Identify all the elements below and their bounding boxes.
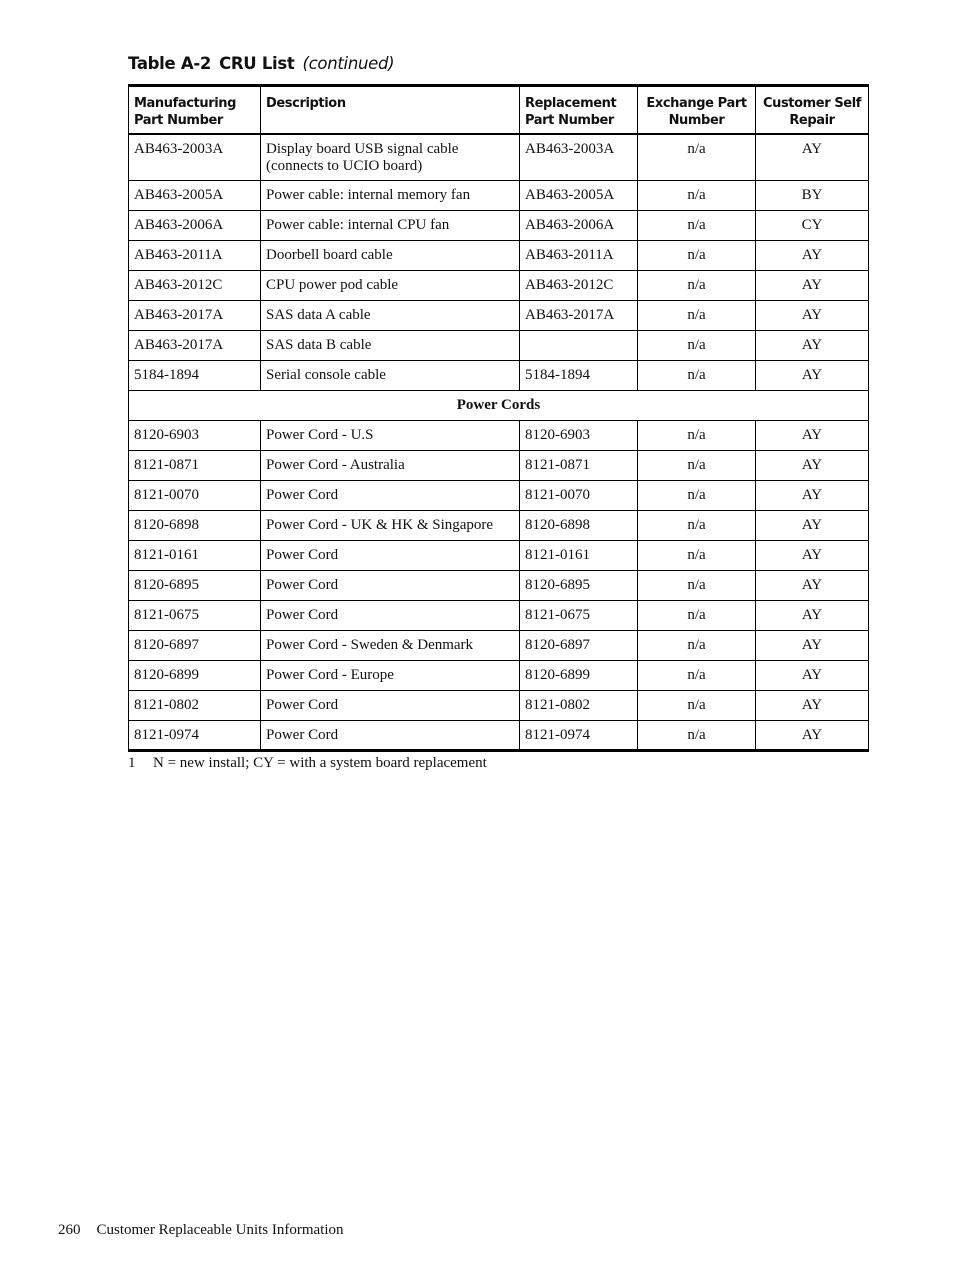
cell-manufacturing-part: AB463-2003A bbox=[129, 134, 261, 181]
table-row bbox=[129, 331, 869, 361]
cell-description: SAS data B cable bbox=[261, 331, 520, 361]
cell-manufacturing-part: 8121-0871 bbox=[129, 451, 261, 481]
cell-exchange-part: n/a bbox=[638, 601, 756, 631]
cell-customer-self-repair: AY bbox=[756, 601, 869, 631]
cell-description: Power Cord bbox=[261, 571, 520, 601]
cell-manufacturing-part: 8121-0675 bbox=[129, 601, 261, 631]
cell-exchange-part: n/a bbox=[638, 241, 756, 271]
cell-exchange-part: n/a bbox=[638, 541, 756, 571]
cell-replacement-part: 8121-0871 bbox=[520, 451, 638, 481]
cell-customer-self-repair: AY bbox=[756, 721, 869, 751]
cell-exchange-part: n/a bbox=[638, 481, 756, 511]
cell-manufacturing-part: 8120-6897 bbox=[129, 631, 261, 661]
cell-customer-self-repair: AY bbox=[756, 571, 869, 601]
table-row bbox=[129, 601, 869, 631]
cell-manufacturing-part: 8121-0161 bbox=[129, 541, 261, 571]
cell-customer-self-repair: AY bbox=[756, 361, 869, 391]
cell-exchange-part: n/a bbox=[638, 361, 756, 391]
table-row bbox=[129, 271, 869, 301]
cell-exchange-part: n/a bbox=[638, 721, 756, 751]
cell-manufacturing-part: AB463-2011A bbox=[129, 241, 261, 271]
cell-manufacturing-part: 8121-0070 bbox=[129, 481, 261, 511]
cell-customer-self-repair: AY bbox=[756, 691, 869, 721]
cell-manufacturing-part: 5184-1894 bbox=[129, 361, 261, 391]
cell-manufacturing-part: 8121-0974 bbox=[129, 721, 261, 751]
cell-description: Power Cord bbox=[261, 601, 520, 631]
section-title: Power Cords bbox=[129, 391, 869, 421]
table-row bbox=[129, 511, 869, 541]
cell-replacement-part: AB463-2006A bbox=[520, 211, 638, 241]
cell-description: Power Cord bbox=[261, 721, 520, 751]
cell-exchange-part: n/a bbox=[638, 451, 756, 481]
cell-description: Power Cord bbox=[261, 481, 520, 511]
header-replacement-part-number: Replacement Part Number bbox=[520, 86, 638, 134]
cell-description: Power Cord bbox=[261, 691, 520, 721]
cell-customer-self-repair: AY bbox=[756, 134, 869, 181]
cell-exchange-part: n/a bbox=[638, 691, 756, 721]
cell-description: Serial console cable bbox=[261, 361, 520, 391]
footer-section-title: Customer Replaceable Units Information bbox=[96, 1222, 344, 1238]
table-caption-label: Table A-2 bbox=[128, 54, 212, 73]
cell-exchange-part: n/a bbox=[638, 301, 756, 331]
footnote-number: 1 bbox=[128, 755, 136, 771]
cell-exchange-part: n/a bbox=[638, 661, 756, 691]
cell-customer-self-repair: AY bbox=[756, 421, 869, 451]
cell-customer-self-repair: AY bbox=[756, 301, 869, 331]
cell-manufacturing-part: 8120-6899 bbox=[129, 661, 261, 691]
table-row bbox=[129, 301, 869, 331]
cell-manufacturing-part: AB463-2005A bbox=[129, 181, 261, 211]
table-caption-continued: (continued) bbox=[302, 54, 395, 73]
cell-manufacturing-part: 8120-6898 bbox=[129, 511, 261, 541]
cell-replacement-part: 8121-0802 bbox=[520, 691, 638, 721]
table-row bbox=[129, 181, 869, 211]
cell-manufacturing-part: AB463-2017A bbox=[129, 301, 261, 331]
cell-replacement-part: 8121-0675 bbox=[520, 601, 638, 631]
cell-description: Power cable: internal CPU fan bbox=[261, 211, 520, 241]
header-exchange-part-number: Exchange Part Number bbox=[638, 86, 756, 134]
cell-replacement-part: 8120-6895 bbox=[520, 571, 638, 601]
table-header-row bbox=[129, 86, 869, 134]
cell-exchange-part: n/a bbox=[638, 421, 756, 451]
section-row-power-cords bbox=[129, 391, 869, 421]
cell-replacement-part: 8121-0974 bbox=[520, 721, 638, 751]
cell-manufacturing-part: 8120-6903 bbox=[129, 421, 261, 451]
cell-description: Display board USB signal cable (connects to UCIO board) bbox=[261, 134, 520, 181]
cru-list-table bbox=[128, 84, 869, 752]
cell-customer-self-repair: AY bbox=[756, 481, 869, 511]
cell-exchange-part: n/a bbox=[638, 211, 756, 241]
table-row bbox=[129, 661, 869, 691]
table-row bbox=[129, 691, 869, 721]
cell-customer-self-repair: AY bbox=[756, 271, 869, 301]
cell-description: Power Cord - U.S bbox=[261, 421, 520, 451]
table-row bbox=[129, 451, 869, 481]
cell-manufacturing-part: 8121-0802 bbox=[129, 691, 261, 721]
table-row bbox=[129, 631, 869, 661]
cell-exchange-part: n/a bbox=[638, 331, 756, 361]
cell-exchange-part: n/a bbox=[638, 511, 756, 541]
cell-manufacturing-part: 8120-6895 bbox=[129, 571, 261, 601]
cell-description: CPU power pod cable bbox=[261, 271, 520, 301]
table-caption bbox=[128, 54, 394, 73]
cell-exchange-part: n/a bbox=[638, 181, 756, 211]
cell-replacement-part: 8120-6903 bbox=[520, 421, 638, 451]
cell-replacement-part: 8120-6899 bbox=[520, 661, 638, 691]
cell-replacement-part: 5184-1894 bbox=[520, 361, 638, 391]
table-row bbox=[129, 721, 869, 751]
cell-replacement-part: 8120-6898 bbox=[520, 511, 638, 541]
cell-description: Doorbell board cable bbox=[261, 241, 520, 271]
header-manufacturing-part-number: Manufacturing Part Number bbox=[129, 86, 261, 134]
footnote-text: N = new install; CY = with a system board replacement bbox=[153, 755, 487, 771]
cell-customer-self-repair: AY bbox=[756, 631, 869, 661]
cell-manufacturing-part: AB463-2006A bbox=[129, 211, 261, 241]
cell-customer-self-repair: AY bbox=[756, 451, 869, 481]
cell-replacement-part: AB463-2012C bbox=[520, 271, 638, 301]
cell-description: Power Cord - Australia bbox=[261, 451, 520, 481]
table-row bbox=[129, 541, 869, 571]
table-row bbox=[129, 134, 869, 181]
cell-exchange-part: n/a bbox=[638, 134, 756, 181]
cell-customer-self-repair: AY bbox=[756, 661, 869, 691]
cell-customer-self-repair: AY bbox=[756, 541, 869, 571]
table-row bbox=[129, 421, 869, 451]
cell-replacement-part: AB463-2003A bbox=[520, 134, 638, 181]
cell-replacement-part: AB463-2017A bbox=[520, 301, 638, 331]
cell-replacement-part: 8120-6897 bbox=[520, 631, 638, 661]
table-row bbox=[129, 481, 869, 511]
cell-replacement-part: 8121-0161 bbox=[520, 541, 638, 571]
cell-customer-self-repair: CY bbox=[756, 211, 869, 241]
table-row bbox=[129, 361, 869, 391]
cell-description: Power Cord - Sweden & Denmark bbox=[261, 631, 520, 661]
cell-customer-self-repair: AY bbox=[756, 241, 869, 271]
cell-exchange-part: n/a bbox=[638, 571, 756, 601]
cell-description: Power Cord - Europe bbox=[261, 661, 520, 691]
cell-replacement-part: AB463-2011A bbox=[520, 241, 638, 271]
cell-description: SAS data A cable bbox=[261, 301, 520, 331]
page-number: 260 bbox=[58, 1222, 81, 1238]
cell-customer-self-repair: AY bbox=[756, 331, 869, 361]
table-row bbox=[129, 211, 869, 241]
cell-description: Power cable: internal memory fan bbox=[261, 181, 520, 211]
table-row bbox=[129, 241, 869, 271]
cell-customer-self-repair: AY bbox=[756, 511, 869, 541]
table-row bbox=[129, 571, 869, 601]
table-footnote bbox=[128, 755, 487, 772]
cell-description: Power Cord bbox=[261, 541, 520, 571]
cell-manufacturing-part: AB463-2017A bbox=[129, 331, 261, 361]
cell-exchange-part: n/a bbox=[638, 271, 756, 301]
header-description: Description bbox=[261, 86, 520, 134]
header-customer-self-repair: Customer Self Repair bbox=[756, 86, 869, 134]
cell-replacement-part bbox=[520, 331, 638, 361]
cell-replacement-part: AB463-2005A bbox=[520, 181, 638, 211]
page-footer bbox=[58, 1222, 344, 1239]
table-caption-title: CRU List bbox=[219, 54, 295, 73]
cell-customer-self-repair: BY bbox=[756, 181, 869, 211]
cell-description: Power Cord - UK & HK & Singapore bbox=[261, 511, 520, 541]
cell-exchange-part: n/a bbox=[638, 631, 756, 661]
cell-replacement-part: 8121-0070 bbox=[520, 481, 638, 511]
cell-manufacturing-part: AB463-2012C bbox=[129, 271, 261, 301]
